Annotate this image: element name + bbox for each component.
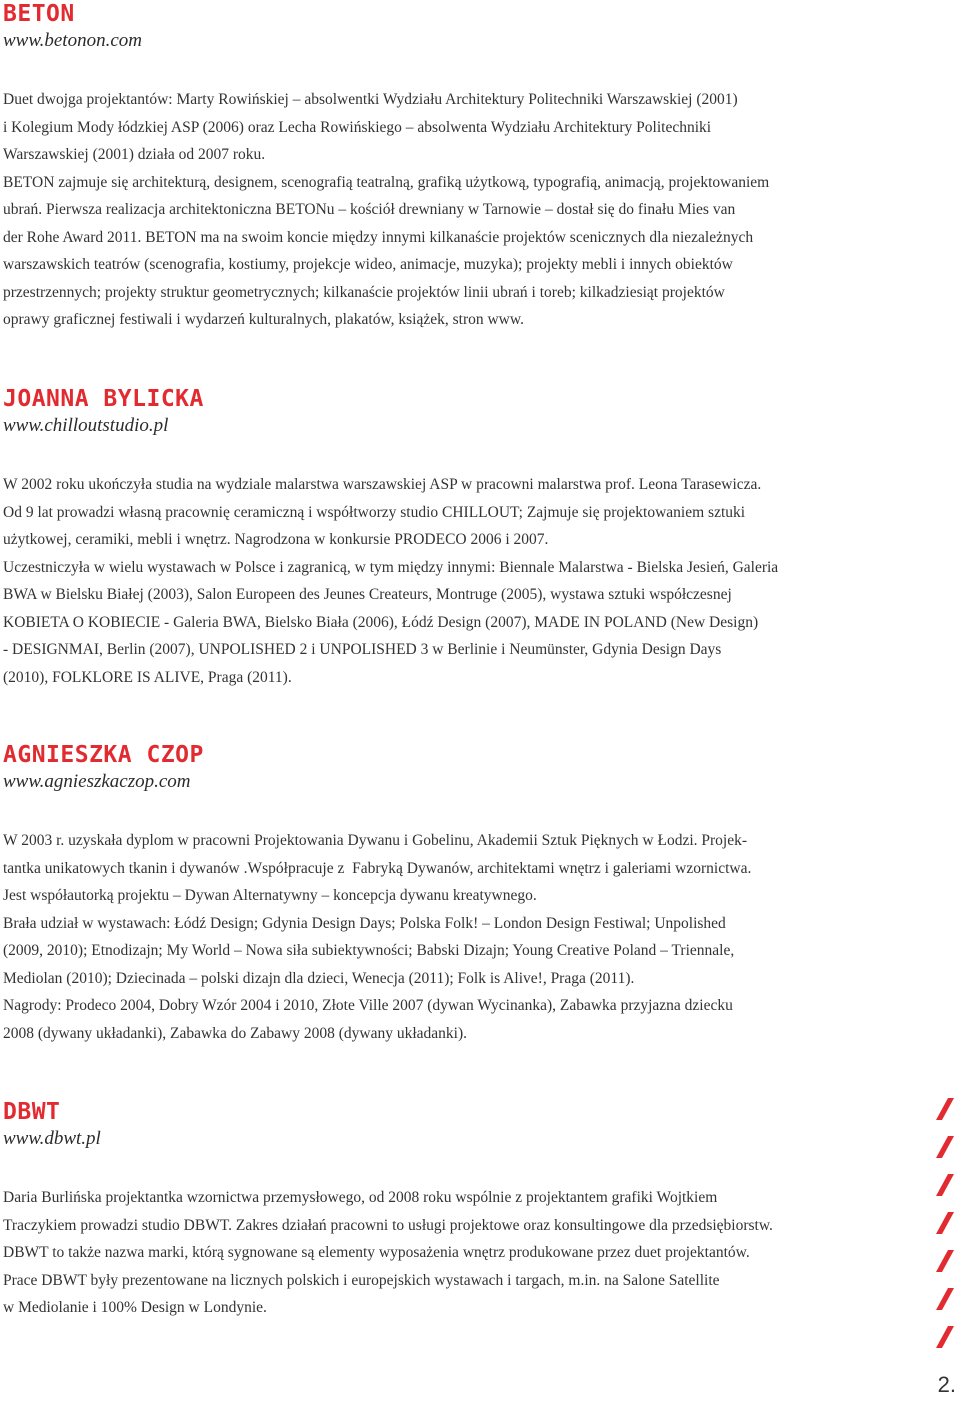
section-title: BETON [3,1,75,27]
section-body [3,1184,863,1322]
section-title: JOANNA BYLICKA [3,386,204,412]
paragraph: Brała udział w wystawach: Łódź Design; Gdynia Design Days; Polska Folk! – London Design Festiwal; Unpolished (2009, 2010); Etnodizajn; My World – Nowa siła subiektywności; Babski Dizajn; Young Creative Poland – Triennale, Mediolan (2010); Dziecinada – polski dizajn dla dzieci, Wenecja (2011); Folk is Alive!, Praga (2011). [3,914,735,987]
section-body [3,86,863,334]
paragraph: Nagrody: Prodeco 2004, Dobry Wzór 2004 i 2010, Złote Ville 2007 (dywan Wycinanka), Zabawka przyjazna dziecku 2008 (dywany układanki), Zabawka do Zabawy 2008 (dywany układanki). [3,997,733,1042]
section-joanna-bylicka [3,385,863,691]
website-link[interactable]: www.betonon.com [3,30,142,51]
section-body [3,827,863,1047]
paragraph: W 2002 roku ukończyła studia na wydziale malarstwa warszawskiej ASP w pracowni malarstwa prof. Leona Tarasewicza. Od 9 lat prowadzi własną pracownię ceramiczną i współtworzy studio CHILLOUT; Zajmuje się projektowaniem sztuki użytkowej, ceramiki, mebli i wnętrz. Nagrodzona w konkursie PRODECO 2006 i 2007. [3,476,762,548]
section-title: DBWT [3,1099,61,1125]
website-link[interactable]: www.dbwt.pl [3,1128,101,1149]
paragraph: BETON zajmuje się architekturą, designem, scenografią teatralną, grafiką użytkową, typografią, animacją, projektowaniem ubrań. Pierwsza realizacja architektoniczna BETONu – kościół drewniany w Tarnowie – dostał się do finału Mies van der Rohe Award 2011. BETON ma na swoim koncie między innymi kilkanaście projektów scenicznych dla niezależnych warszawskich teatrów (scenografia, kostiumy, projekcje wideo, animacje, muzyka); projekty mebli i innych obiektów przestrzennych; projekty struktur geometrycznych; kilkanaście projektów linii ubrań i toreb; kilkadziesiąt projektów oprawy graficznej festiwali i wydarzeń kulturalnych, plakatów, książek, stron www. [3,173,770,328]
section-beton [3,0,863,334]
website-link[interactable]: www.chilloutstudio.pl [3,415,169,436]
paragraph: W 2003 r. uzyskała dyplom w pracowni Projektowania Dywanu i Gobelinu, Akademii Sztuk Pięknych w Łodzi. Projek- tantka unikatowych tkanin i dywanów .Współpracuje z Fabryką Dywanów, architektami wnętrz i galeriami wzornictwa. Jest współautorką projektu – Dywan Alternatywny – koncepcja dywanu kreatywnego. [3,832,752,904]
section-body [3,471,863,691]
page-number: 2. [937,1372,956,1397]
website-link[interactable]: www.agnieszkaczop.com [3,771,191,792]
decorative-stripes [934,1098,956,1348]
section-agnieszka-czop [3,741,863,1047]
paragraph: Uczestniczyła w wielu wystawach w Polsce i zagranicą, w tym między innymi: Biennale Malarstwa - Bielska Jesień, Galeria BWA w Bielsku Białej (2003), Salon Europeen des Jeunes Createurs, Montruge (2005), wystawa sztuki współczesnej KOBIETA O KOBIECIE - Galeria BWA, Bielsko Biała (2006), Łódź Design (2007), MADE IN POLAND (New Design) - DESIGNMAI, Berlin (2007), UNPOLISHED 2 i UNPOLISHED 3 w Berlinie i Neumünster, Gdynia Design Days (2010), FOLKLORE IS ALIVE, Praga (2011). [3,558,779,686]
section-dbwt [3,1098,863,1322]
section-title: AGNIESZKA CZOP [3,742,204,768]
paragraph: Duet dwojga projektantów: Marty Rowińskiej – absolwentki Wydziału Architektury Politechniki Warszawskiej (2001) i Kolegium Mody łódzkiej ASP (2006) oraz Lecha Rowińskiego – absolwenta Wydziału Architektury Politechniki Warszawskiej (2001) działa od 2007 roku. [3,91,738,163]
paragraph: Daria Burlińska projektantka wzornictwa przemysłowego, od 2008 roku wspólnie z projektantem grafiki Wojtkiem Traczykiem prowadzi studio DBWT. Zakres działań pracowni to usługi projektowe oraz konsultingowe dla przedsiębiorstw. DBWT to także nazwa marki, którą sygnowane są elementy wyposażenia wnętrz produkowane przez duet projektantów. Prace DBWT były prezentowane na licznych polskich i europejskich wystawach i targach, m.in. na Salone Satellite w Mediolanie i 100% Design w Londynie. [3,1189,773,1316]
